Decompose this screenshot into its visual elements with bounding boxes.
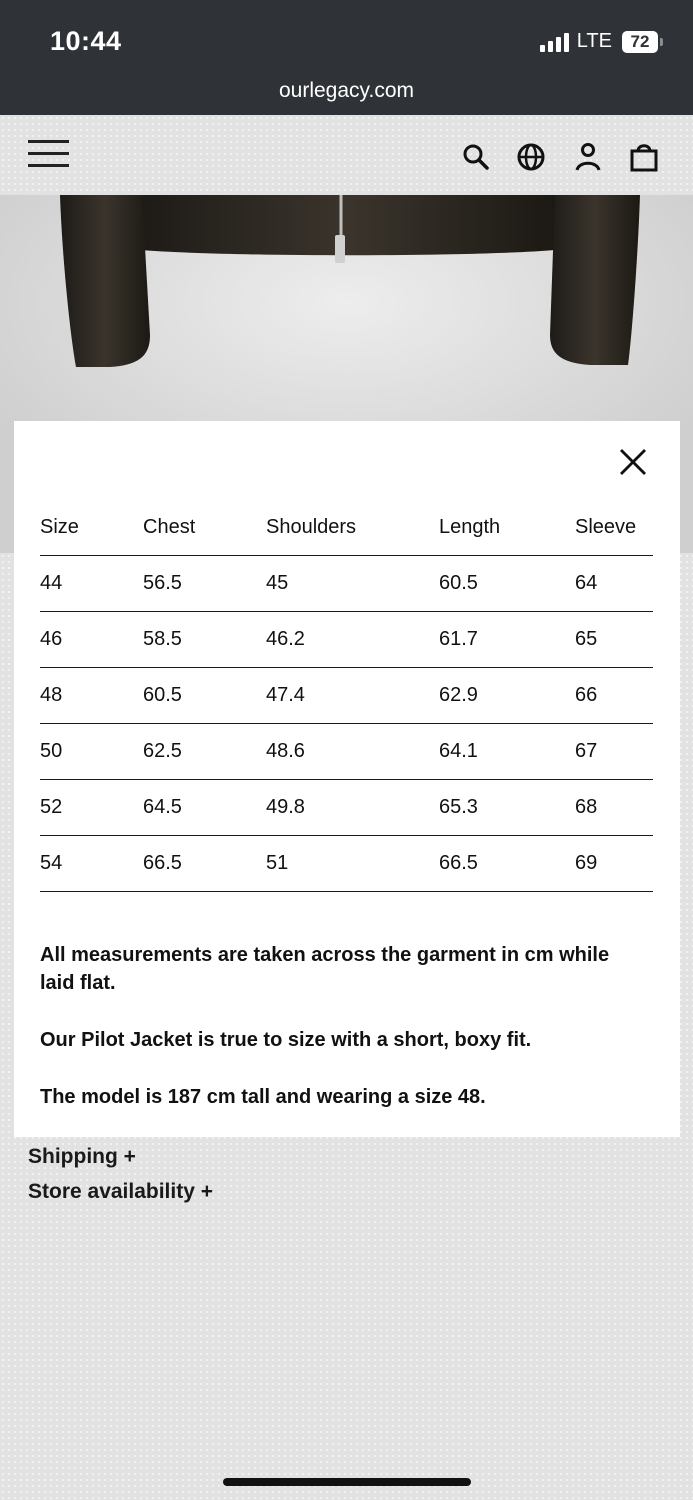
column-header-shoulders: Shoulders <box>266 515 357 538</box>
store-availability-accordion[interactable]: Store availability + <box>28 1180 214 1203</box>
table-cell: 66.5 <box>143 852 182 874</box>
account-icon[interactable] <box>572 141 604 173</box>
shipping-accordion[interactable]: Shipping + <box>28 1145 136 1168</box>
table-cell: 48 <box>40 684 63 706</box>
search-icon[interactable] <box>460 141 492 173</box>
table-row <box>40 724 653 780</box>
battery-icon <box>622 31 663 53</box>
signal-icon <box>540 32 569 52</box>
table-cell: 68 <box>575 796 598 818</box>
globe-icon[interactable] <box>515 141 547 173</box>
table-cell: 60.5 <box>143 684 182 706</box>
column-header-sleeve: Sleeve <box>575 515 637 538</box>
table-cell: 44 <box>40 572 63 594</box>
table-cell: 51 <box>266 852 289 874</box>
table-cell: 49.8 <box>266 796 305 818</box>
table-cell: 52 <box>40 796 63 818</box>
model-note: The model is 187 cm tall and wearing a size 48. <box>40 1086 486 1108</box>
table-cell: 62.9 <box>439 684 478 706</box>
table-cell: 56.5 <box>143 572 182 594</box>
status-indicators <box>540 30 663 53</box>
table-cell: 58.5 <box>143 628 182 650</box>
table-cell: 65 <box>575 628 598 650</box>
battery-level: 72 <box>622 31 658 53</box>
table-cell: 46 <box>40 628 63 650</box>
table-cell: 67 <box>575 740 598 762</box>
size-table-header <box>40 499 653 556</box>
home-indicator <box>223 1478 471 1486</box>
table-row <box>40 780 653 836</box>
bag-icon[interactable] <box>628 141 660 173</box>
table-cell: 64.1 <box>439 740 478 762</box>
fit-note: Our Pilot Jacket is true to size with a short, boxy fit. <box>40 1029 532 1051</box>
table-cell: 45 <box>266 572 289 594</box>
menu-icon[interactable] <box>28 140 69 168</box>
table-cell: 46.2 <box>266 628 305 650</box>
table-cell: 62.5 <box>143 740 182 762</box>
table-row <box>40 668 653 724</box>
site-header <box>0 115 693 195</box>
size-table <box>40 499 653 892</box>
size-notes <box>40 941 640 1140</box>
table-row <box>40 556 653 612</box>
table-cell: 48.6 <box>266 740 305 762</box>
table-cell: 65.3 <box>439 796 478 818</box>
table-cell: 64 <box>575 572 598 594</box>
table-cell: 69 <box>575 852 598 874</box>
table-cell: 60.5 <box>439 572 478 594</box>
column-header-chest: Chest <box>143 515 196 538</box>
table-row <box>40 612 653 668</box>
status-bar <box>0 0 693 115</box>
table-row <box>40 836 653 892</box>
browser-url[interactable]: ourlegacy.com <box>278 79 414 102</box>
table-cell: 64.5 <box>143 796 182 818</box>
table-cell: 50 <box>40 740 63 762</box>
table-cell: 66.5 <box>439 852 478 874</box>
close-icon[interactable] <box>618 447 648 477</box>
size-chart-modal <box>14 421 680 1137</box>
network-label: LTE <box>576 30 612 52</box>
column-header-size: Size <box>40 515 79 538</box>
table-cell: 61.7 <box>439 628 478 650</box>
table-cell: 47.4 <box>266 684 305 706</box>
table-cell: 66 <box>575 684 598 706</box>
status-time: 10:44 <box>50 26 122 56</box>
column-header-length: Length <box>439 515 501 538</box>
measurement-note: All measurements are taken across the garment in cm while laid flat. <box>40 944 610 994</box>
table-cell: 54 <box>40 852 63 874</box>
